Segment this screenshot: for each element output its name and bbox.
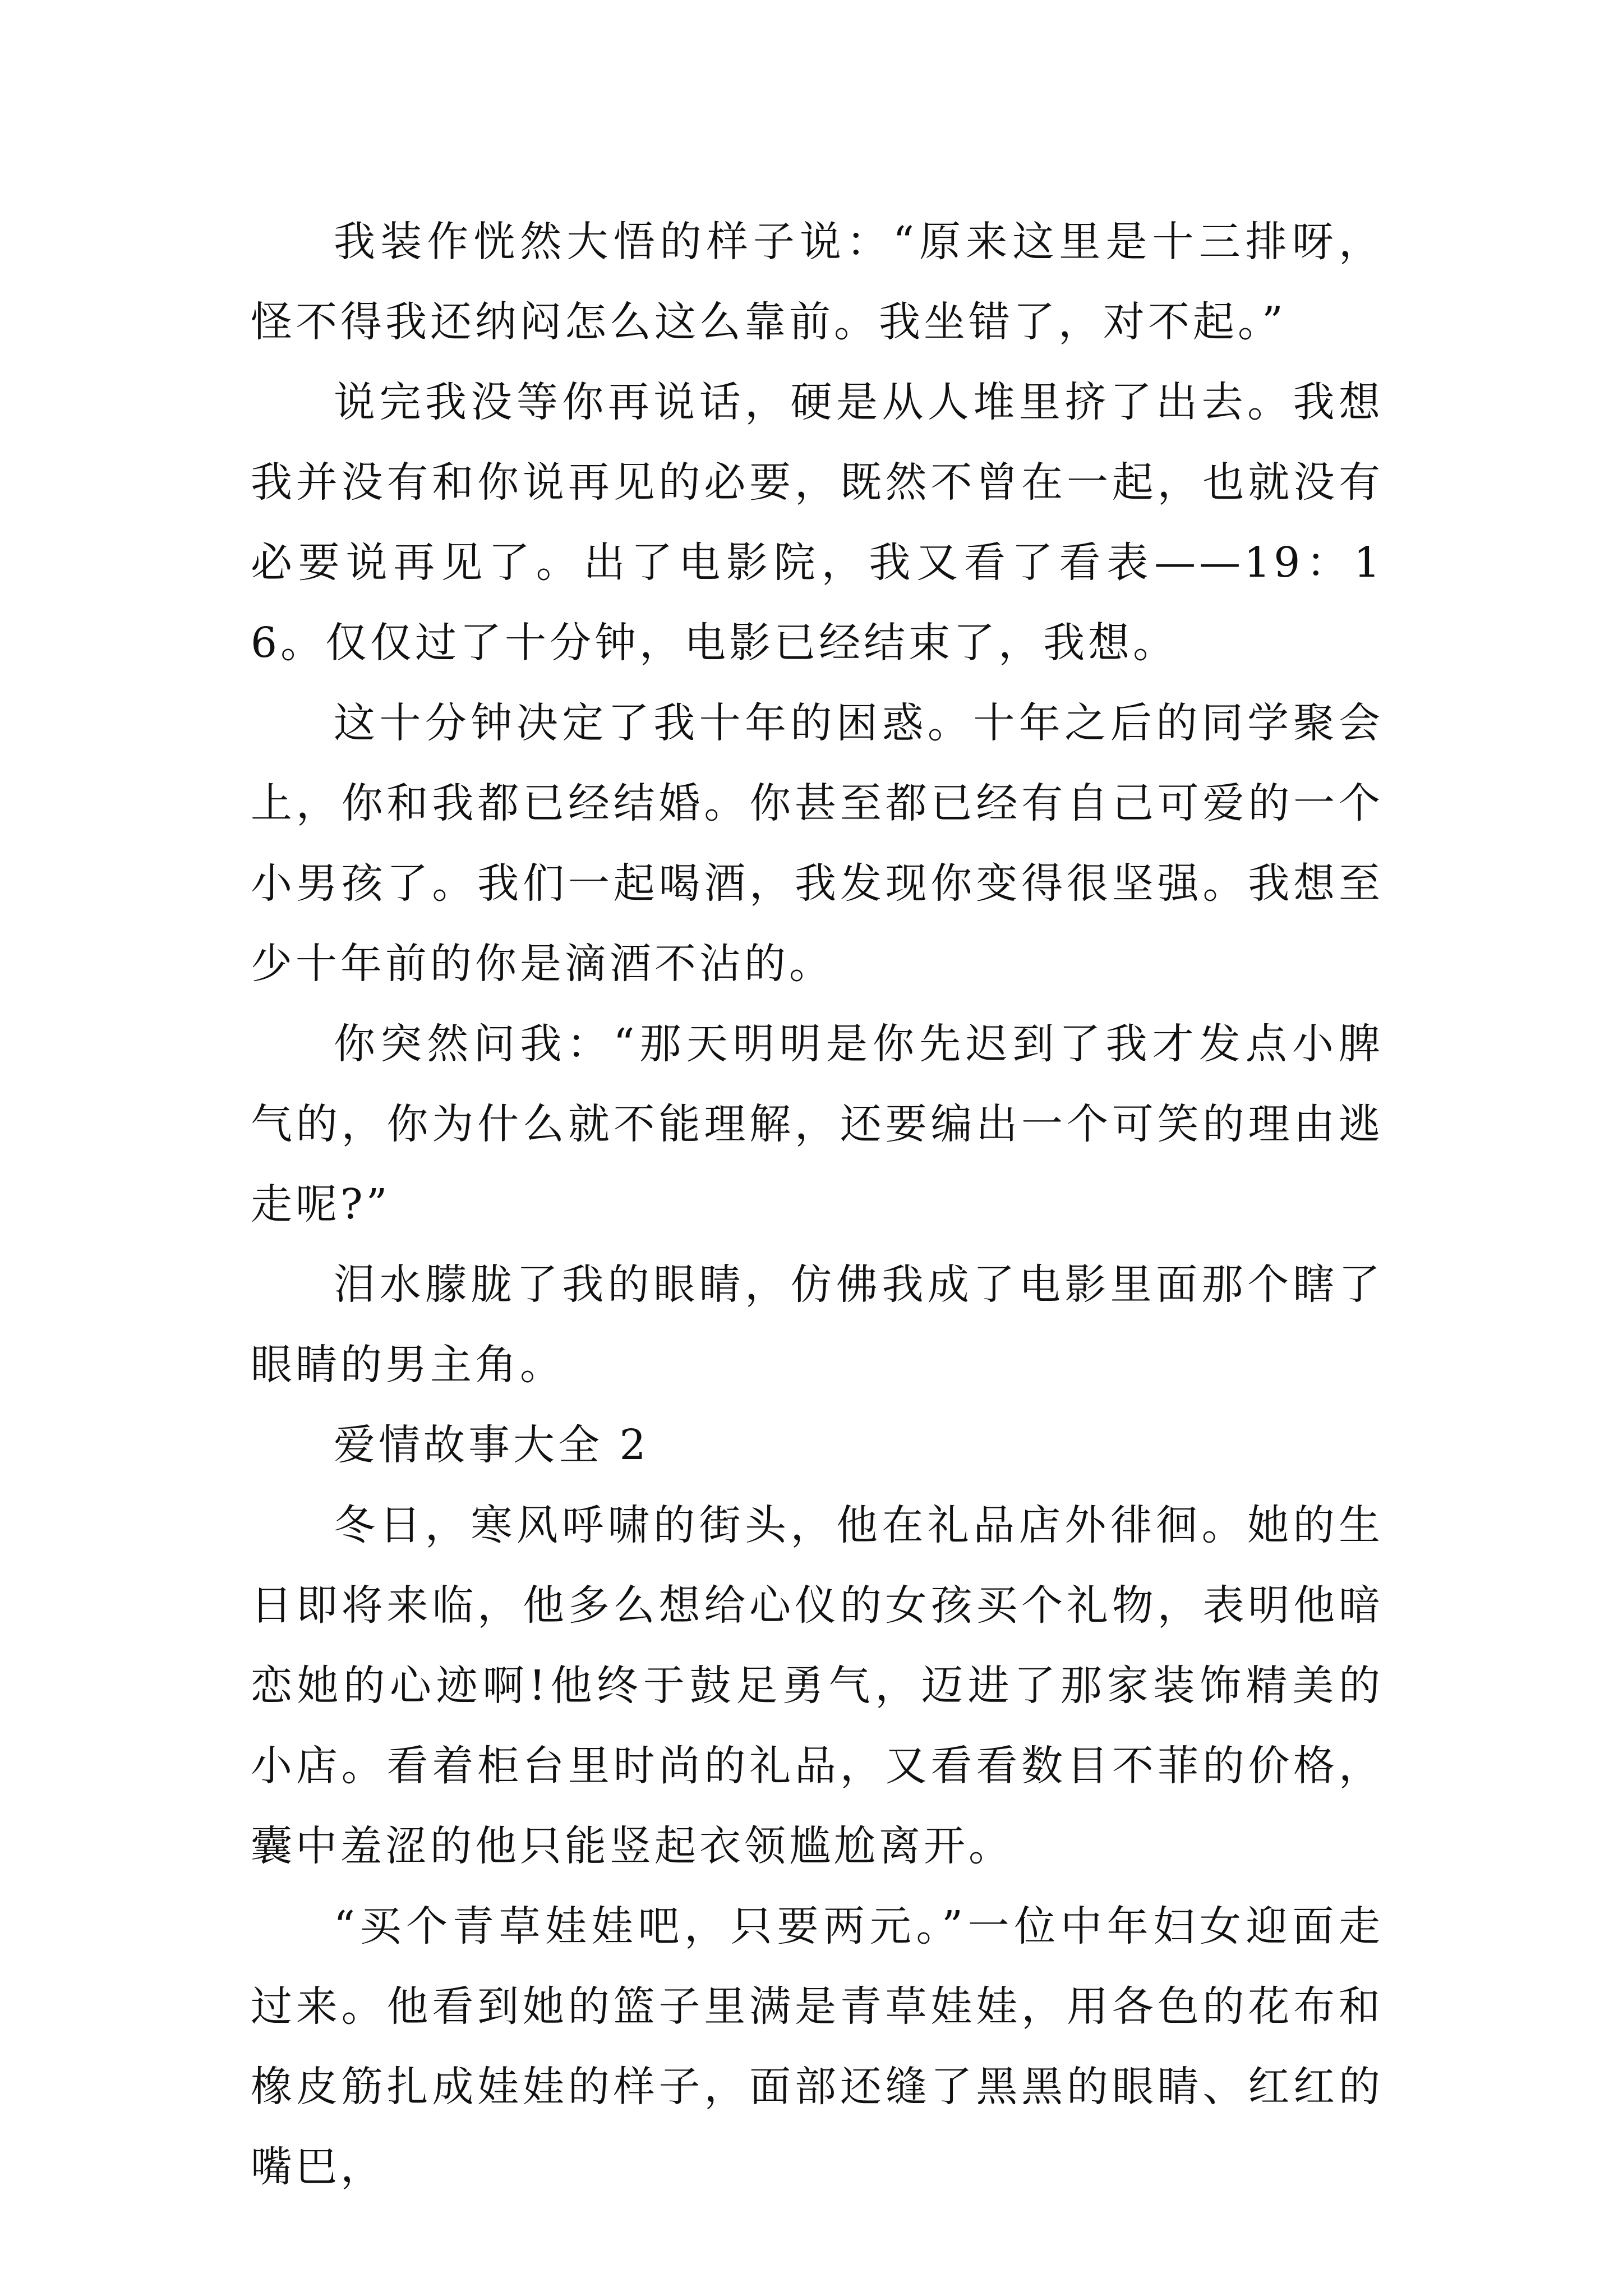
paragraph-3: 这十分钟决定了我十年的困惑。十年之后的同学聚会上，你和我都已经结婚。你甚至都已经有自己可爱的一个小男孩了。我们一起喝酒，我发现你变得很坚强。我想至少十年前的你是滴酒不沾的。 [251,699,1384,988]
paragraph-2: 说完我没等你再说话，硬是从人堆里挤了出去。我想我并没有和你说再见的必要，既然不曾在一起，也就没有必要说再见了。出了电影院，我又看了看表——19：16。仅仅过了十分钟，电影已经结束了，我想。 [251,378,1384,667]
paragraph-7: “买个青草娃娃吧，只要两元。”一位中年妇女迎面走过来。他看到她的篮子里满是青草娃娃，用各色的花布和橡皮筋扎成娃娃的样子，面部还缝了黑黑的眼睛、红红的嘴巴， [251,1902,1384,2191]
paragraph-6: 冬日，寒风呼啸的街头，他在礼品店外徘徊。她的生日即将来临，他多么想给心仪的女孩买个礼物，表明他暗恋她的心迹啊!他终于鼓足勇气，迈进了那家装饰精美的小店。看着柜台里时尚的礼品，又看看数目不菲的价格，囊中羞涩的他只能竖起衣领尴尬离开。 [251,1501,1384,1870]
paragraph-1: 我装作恍然大悟的样子说：“原来这里是十三排呀，怪不得我还纳闷怎么这么靠前。我坐错了，对不起。” [251,218,1384,346]
body-text [251,202,1384,2207]
paragraph-5: 泪水朦胧了我的眼睛，仿佛我成了电影里面那个瞎了眼睛的男主角。 [251,1260,1384,1389]
section-heading: 爱情故事大全 2 [334,1421,649,1469]
paragraph-4: 你突然问我：“那天明明是你先迟到了我才发点小脾气的，你为什么就不能理解，还要编出一个可笑的理由逃走呢?” [251,1020,1384,1228]
